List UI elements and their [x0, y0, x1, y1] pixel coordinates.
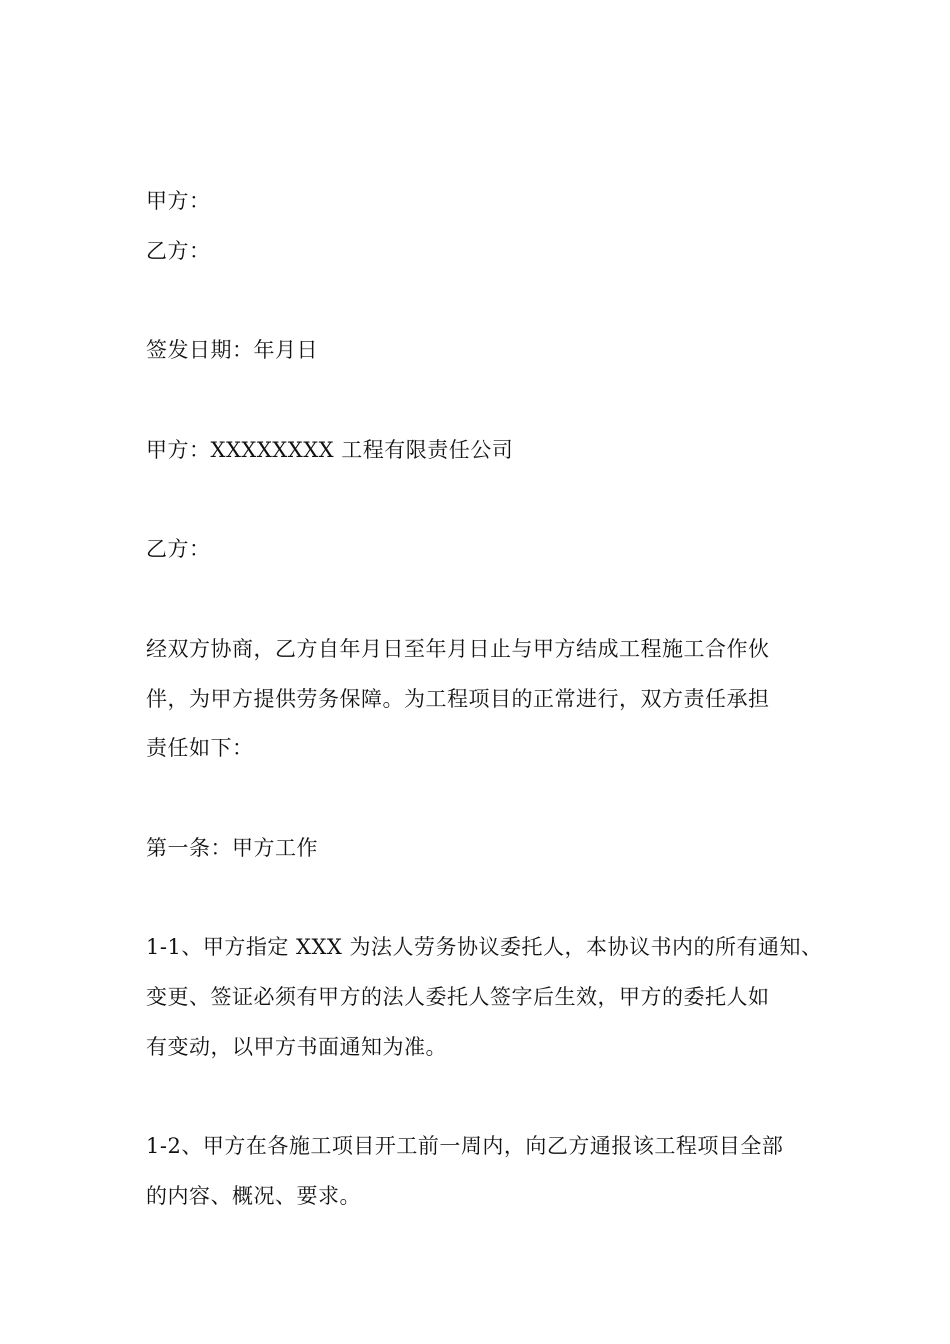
clause-1-1-line-1: 1-1、甲方指定 XXX 为法人劳务协议委托人，本协议书内的所有通知、 [146, 935, 823, 959]
clause-1-1-line-3: 有变动，以甲方书面通知为准。 [146, 1035, 447, 1059]
party-b-label: 乙方： [146, 239, 211, 263]
party-a-full: 甲方：XXXXXXXX 工程有限责任公司 [146, 438, 514, 462]
issue-date: 签发日期：年月日 [146, 338, 318, 362]
party-a-label: 甲方： [146, 189, 211, 213]
clause-1-2-line-2: 的内容、概况、要求。 [146, 1184, 361, 1208]
intro-line-3: 责任如下： [146, 736, 254, 760]
intro-line-1: 经双方协商，乙方自年月日至年月日止与甲方结成工程施工合作伙 [146, 637, 770, 661]
party-b-full: 乙方： [146, 537, 211, 561]
intro-line-2: 伴，为甲方提供劳务保障。为工程项目的正常进行，双方责任承担 [146, 687, 770, 711]
article-1-title: 第一条：甲方工作 [146, 836, 318, 860]
clause-1-1-line-2: 变更、签证必须有甲方的法人委托人签字后生效，甲方的委托人如 [146, 985, 770, 1009]
clause-1-2-line-1: 1-2、甲方在各施工项目开工前一周内，向乙方通报该工程项目全部 [146, 1134, 784, 1158]
